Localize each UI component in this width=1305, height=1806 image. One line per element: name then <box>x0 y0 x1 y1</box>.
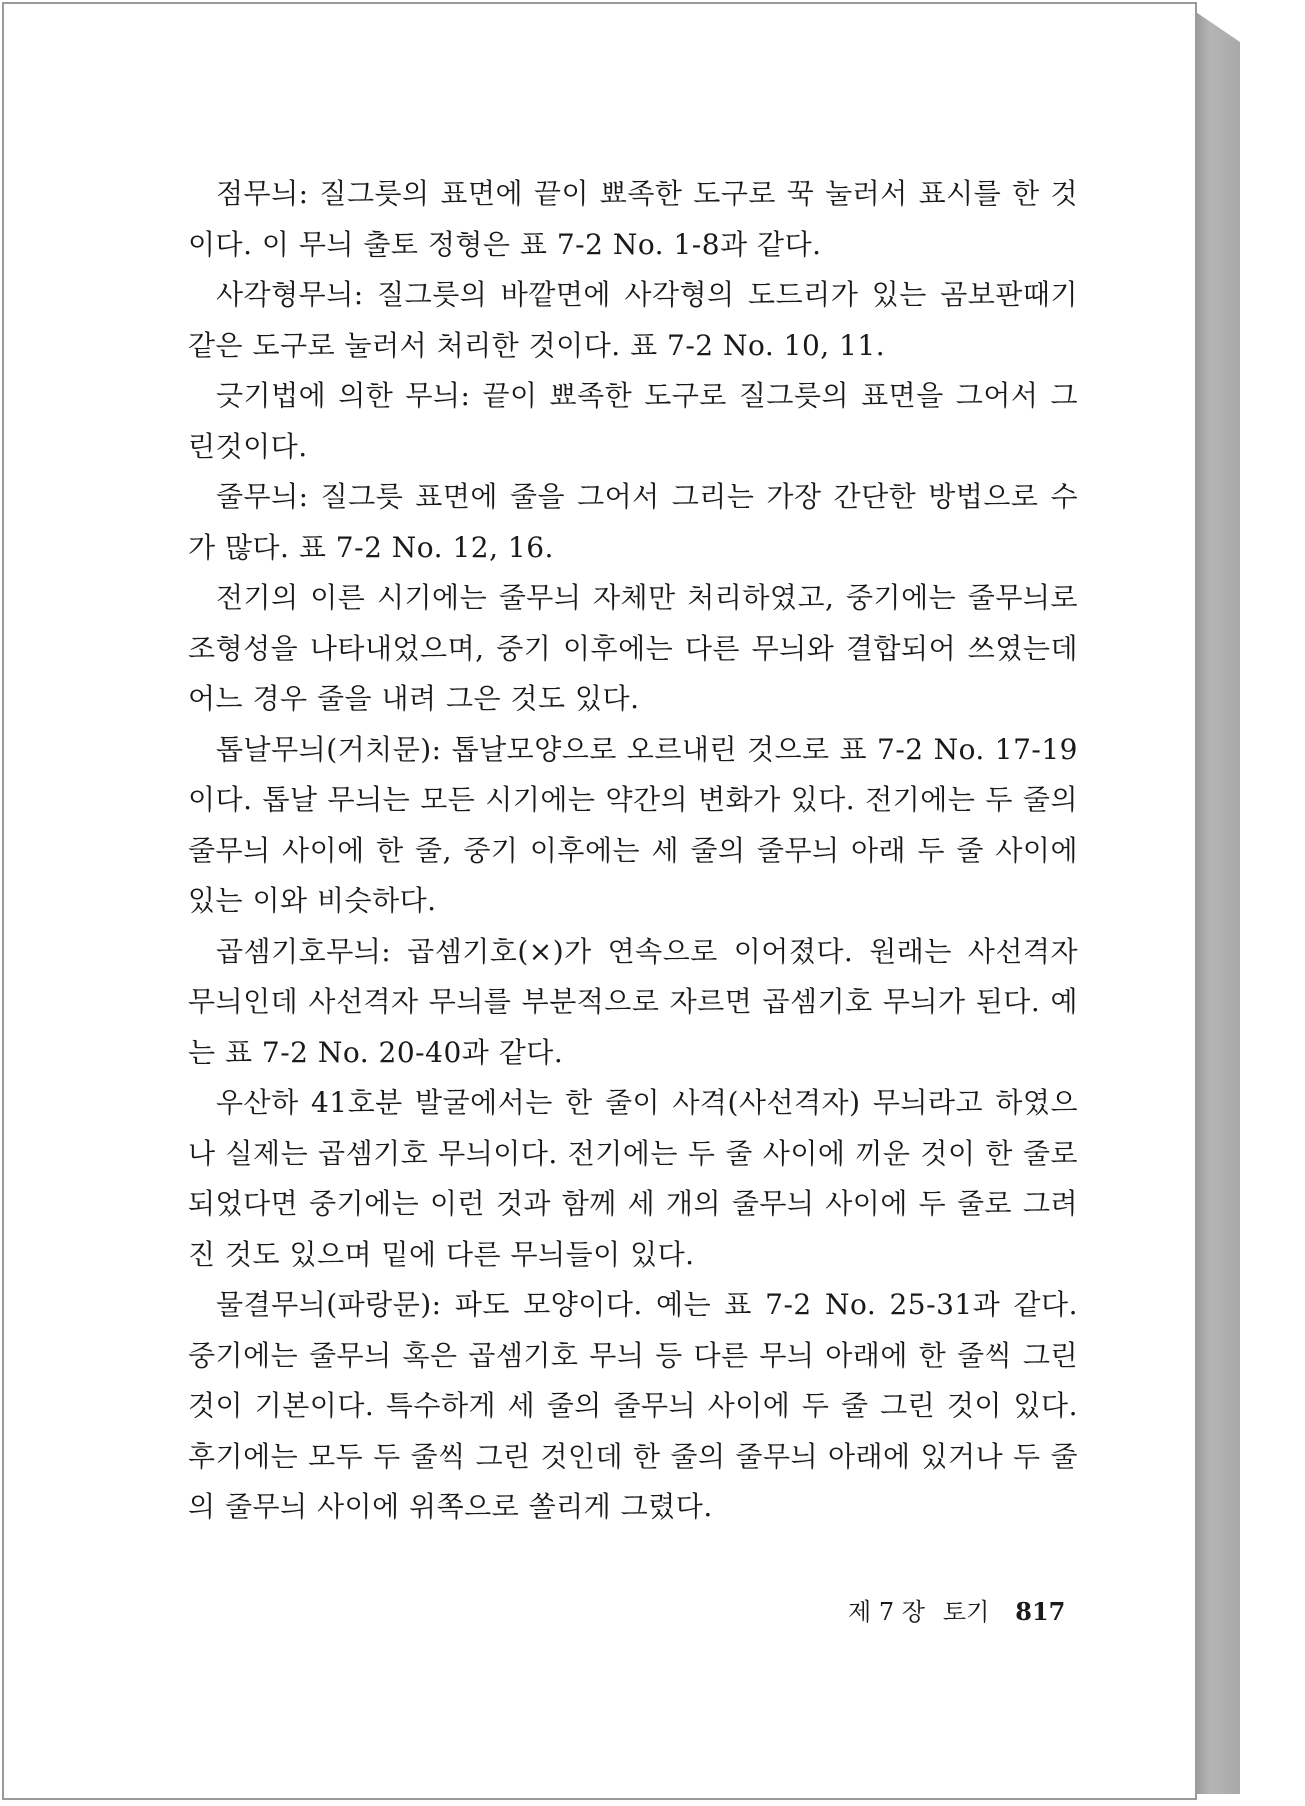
paragraph-dot-pattern: 점무늬: 질그릇의 표면에 끝이 뾰족한 도구로 꾹 눌러서 표시를 한 것이다. 이 무늬 출토 정형은 표 7-2 No. 1-8과 같다. <box>188 177 1078 261</box>
document-page <box>2 2 1197 1800</box>
paragraph-square-pattern: 사각형무늬: 질그릇의 바깥면에 사각형의 도드리가 있는 곰보판때기 같은 도구로 눌러서 처리한 것이다. 표 7-2 No. 10, 11. <box>188 278 1078 362</box>
paragraph-sawtooth-pattern: 톱날무늬(거치문): 톱날모양으로 오르내린 것으로 표 7-2 No. 17-19이다. 톱날 무늬는 모든 시기에는 약간의 변화가 있다. 전기에는 두 줄의 줄무늬 사이에 한 줄, 중기 이후에는 세 줄의 줄무늬 아래 두 줄 사이에 있는 이와 비슷하다. <box>188 732 1078 917</box>
paragraph-line-pattern-periods: 전기의 이른 시기에는 줄무늬 자체만 처리하였고, 중기에는 줄무늬로 조형성을 나타내었으며, 중기 이후에는 다른 무늬와 결합되어 쓰였는데 어느 경우 줄을 내려 그은 것도 있다. <box>188 581 1078 715</box>
chapter-label: 제 7 장 <box>848 1598 925 1626</box>
paragraph-wave-pattern: 물결무늬(파랑문): 파도 모양이다. 예는 표 7-2 No. 25-31과 같다. 중기에는 줄무늬 혹은 곱셈기호 무늬 등 다른 무늬 아래에 한 줄씩 그린 것이 기본이다. 특수하게 세 줄의 줄무늬 사이에 두 줄 그린 것이 있다. 후기에는 모두 두 줄씩 그린 것인데 한 줄의 줄무늬 아래에 있거나 두 줄의 줄무늬 사이에 위쪽으로 쏠리게 그렸다. <box>188 1288 1078 1523</box>
body-text <box>188 169 1078 1533</box>
paragraph-line-pattern: 줄무늬: 질그릇 표면에 줄을 그어서 그리는 가장 간단한 방법으로 수가 많다. 표 7-2 No. 12, 16. <box>188 480 1078 564</box>
page-number: 817 <box>1015 1597 1066 1626</box>
page-edge-shadow <box>1190 8 1240 1794</box>
paragraph-incised-pattern: 긋기법에 의한 무늬: 끝이 뾰족한 도구로 질그릇의 표면을 그어서 그린것이다. <box>188 379 1078 463</box>
chapter-title: 토기 <box>942 1598 990 1626</box>
paragraph-cross-pattern: 곱셈기호무늬: 곱셈기호(×)가 연속으로 이어졌다. 원래는 사선격자 무늬인데 사선격자 무늬를 부분적으로 자르면 곱셈기호 무늬가 된다. 예는 표 7-2 No. 20-40과 같다. <box>188 934 1078 1069</box>
page-footer <box>848 1592 1065 1627</box>
paragraph-excavation-note: 우산하 41호분 발굴에서는 한 줄이 사격(사선격자) 무늬라고 하였으나 실제는 곱셈기호 무늬이다. 전기에는 두 줄 사이에 끼운 것이 한 줄로 되었다면 중기에는 이런 것과 함께 세 개의 줄무늬 사이에 두 줄로 그려진 것도 있으며 밑에 다른 무늬들이 있다. <box>188 1086 1078 1271</box>
